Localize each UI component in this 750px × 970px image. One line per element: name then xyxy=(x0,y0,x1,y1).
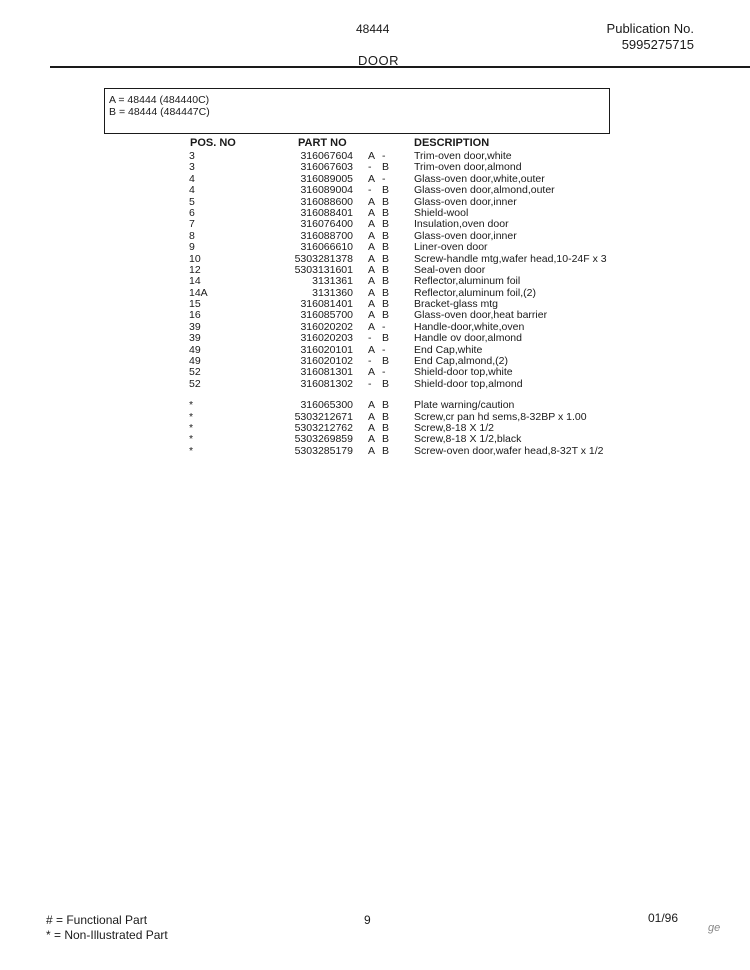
legend-row xyxy=(109,94,605,106)
model-a-cell: A xyxy=(368,150,376,162)
model-b-cell: B xyxy=(382,263,390,276)
table-row xyxy=(0,288,750,299)
part-number-cell: 316067603 xyxy=(300,161,353,174)
pos-cell: 6 xyxy=(189,206,195,219)
description-cell: Glass-oven door,inner xyxy=(414,229,517,242)
part-number-cell: 5303285179 xyxy=(294,444,353,457)
model-b-cell: - xyxy=(382,172,386,185)
model-b-cell: B xyxy=(382,399,390,412)
publication-block xyxy=(607,21,694,53)
pos-cell: 4 xyxy=(189,172,195,185)
model-b-cell: - xyxy=(382,366,386,379)
pos-cell: 39 xyxy=(189,332,201,345)
part-number-cell: 316081401 xyxy=(300,298,353,311)
model-a-cell: A xyxy=(368,343,376,356)
description-cell: Reflector,aluminum foil,(2) xyxy=(414,286,536,299)
model-a-cell: A xyxy=(368,410,376,423)
pos-cell: * xyxy=(189,433,194,446)
part-number-cell: 316020102 xyxy=(300,355,353,368)
model-b-cell: B xyxy=(382,218,390,231)
description-cell: Handle-door,white,oven xyxy=(414,320,525,333)
model-b-cell: B xyxy=(382,286,390,299)
table-row xyxy=(0,276,750,287)
handwritten-initials: ge xyxy=(708,922,721,934)
model-number: 48444 xyxy=(356,22,390,36)
model-a-cell: A xyxy=(368,309,376,322)
description-cell: Screw-handle mtg,wafer head,10-24F x 3 xyxy=(414,252,607,265)
model-b-cell: B xyxy=(382,377,390,390)
part-number-cell: 316020101 xyxy=(300,343,353,356)
model-b-cell: B xyxy=(382,195,390,208)
page-number: 9 xyxy=(364,913,371,927)
model-b-cell: B xyxy=(382,355,390,368)
description-cell: Screw-oven door,wafer head,8-32T x 1/2 xyxy=(414,444,604,457)
part-number-cell: 316081302 xyxy=(300,377,353,390)
pos-cell: 4 xyxy=(189,184,195,197)
table-row xyxy=(0,322,750,333)
description-cell: Shield-door top,almond xyxy=(414,377,523,390)
table-row xyxy=(0,333,750,344)
model-b-cell: B xyxy=(382,444,390,457)
model-a-cell: A xyxy=(368,421,376,434)
description-cell: Trim-oven door,white xyxy=(414,150,512,162)
model-b-cell: B xyxy=(382,421,390,434)
description-cell: Bracket-glass mtg xyxy=(414,298,499,311)
part-number-cell: 316089005 xyxy=(300,172,353,185)
pos-cell: 12 xyxy=(189,263,201,276)
description-cell: Reflector,aluminum foil xyxy=(414,275,521,288)
header-divider xyxy=(50,66,750,68)
legend-key: A xyxy=(109,94,116,106)
pos-cell: 52 xyxy=(189,366,201,379)
model-b-cell: - xyxy=(382,150,386,162)
pos-cell: 5 xyxy=(189,195,195,208)
pos-cell: 52 xyxy=(189,377,201,390)
pos-cell: 15 xyxy=(189,298,201,311)
legend-eq: = xyxy=(118,94,125,106)
model-a-cell: A xyxy=(368,286,376,299)
table-row xyxy=(0,345,750,356)
column-header-part: PART NO xyxy=(298,137,347,149)
table-row xyxy=(0,197,750,208)
description-cell: Handle ov door,almond xyxy=(414,332,522,345)
table-row xyxy=(0,208,750,219)
footer-legend xyxy=(46,913,168,943)
description-cell: Insulation,oven door xyxy=(414,218,509,231)
part-number-cell: 316081301 xyxy=(300,366,353,379)
functional-part-note: # = Functional Part xyxy=(46,913,148,927)
part-number-cell: 5303212671 xyxy=(294,410,353,423)
model-a-cell: A xyxy=(368,298,376,311)
pos-cell: 7 xyxy=(189,218,195,231)
pos-cell: 49 xyxy=(189,355,201,368)
column-header-pos: POS. NO xyxy=(190,137,236,149)
model-b-cell: B xyxy=(382,309,390,322)
model-a-cell: - xyxy=(368,332,372,345)
model-legend-box xyxy=(104,88,610,134)
part-number-cell: 316089004 xyxy=(300,184,353,197)
pos-cell: 39 xyxy=(189,320,201,333)
model-a-cell: A xyxy=(368,195,376,208)
description-cell: Glass-oven door,inner xyxy=(414,195,517,208)
pos-cell: 3 xyxy=(189,161,195,174)
table-row xyxy=(0,219,750,230)
part-number-cell: 316066610 xyxy=(300,241,353,254)
part-number-cell: 3131361 xyxy=(312,275,353,288)
model-b-cell: B xyxy=(382,252,390,265)
table-row xyxy=(0,265,750,276)
table-row xyxy=(0,231,750,242)
model-b-cell: B xyxy=(382,433,390,446)
model-a-cell: A xyxy=(368,206,376,219)
table-row xyxy=(0,174,750,185)
model-b-cell: B xyxy=(382,184,390,197)
part-number-cell: 316076400 xyxy=(300,218,353,231)
legend-eq: = xyxy=(118,106,126,118)
pos-cell: 9 xyxy=(189,241,195,254)
table-row xyxy=(0,412,750,423)
part-number-cell: 5303269859 xyxy=(294,433,353,446)
pos-cell: * xyxy=(189,444,194,457)
non-illustrated-part-note: * = Non-Illustrated Part xyxy=(46,928,168,942)
table-row xyxy=(0,185,750,196)
description-cell: Shield-door top,white xyxy=(414,366,513,379)
legend-text: 48444 (484447C) xyxy=(128,106,210,118)
description-cell: End Cap,almond,(2) xyxy=(414,355,508,368)
description-cell: Liner-oven door xyxy=(414,241,488,254)
table-row xyxy=(0,367,750,378)
legend-row xyxy=(109,106,605,118)
model-b-cell: - xyxy=(382,320,386,333)
model-a-cell: A xyxy=(368,444,376,457)
description-cell: Plate warning/caution xyxy=(414,399,515,412)
publication-number: 5995275715 xyxy=(621,37,694,52)
description-cell: Glass-oven door,almond,outer xyxy=(414,184,555,197)
model-a-cell: A xyxy=(368,252,376,265)
table-row xyxy=(0,434,750,445)
model-a-cell: A xyxy=(368,320,376,333)
pos-cell: 14A xyxy=(189,286,208,299)
model-a-cell: - xyxy=(368,161,372,174)
revision-date: 01/96 xyxy=(648,911,679,925)
legend-key: B xyxy=(109,106,117,118)
section-title: DOOR xyxy=(358,53,399,68)
part-number-cell: 5303281378 xyxy=(294,252,353,265)
pos-cell: 8 xyxy=(189,229,195,242)
part-number-cell: 316088401 xyxy=(300,206,353,219)
part-number-cell: 316088600 xyxy=(300,195,353,208)
table-row xyxy=(0,254,750,265)
pos-cell: * xyxy=(189,410,194,423)
model-a-cell: A xyxy=(368,263,376,276)
pos-cell: 10 xyxy=(189,252,201,265)
model-a-cell: A xyxy=(368,275,376,288)
model-a-cell: - xyxy=(368,355,372,368)
description-cell: Seal-oven door xyxy=(414,263,486,276)
description-cell: Glass-oven door,heat barrier xyxy=(414,309,548,322)
description-cell: Shield-wool xyxy=(414,206,469,219)
part-number-cell: 316020202 xyxy=(300,320,353,333)
part-number-cell: 316020203 xyxy=(300,332,353,345)
model-b-cell: B xyxy=(382,410,390,423)
part-number-cell: 5303131601 xyxy=(294,263,353,276)
table-row xyxy=(0,356,750,367)
model-b-cell: B xyxy=(382,332,390,345)
table-row xyxy=(0,400,750,411)
model-b-cell: B xyxy=(382,229,390,242)
table-row xyxy=(0,299,750,310)
table-row xyxy=(0,423,750,434)
description-cell: Screw,cr pan hd sems,8-32BP x 1.00 xyxy=(414,410,587,423)
description-cell: End Cap,white xyxy=(414,343,483,356)
part-number-cell: 316085700 xyxy=(300,309,353,322)
model-a-cell: A xyxy=(368,229,376,242)
part-number-cell: 316088700 xyxy=(300,229,353,242)
model-a-cell: A xyxy=(368,218,376,231)
description-cell: Trim-oven door,almond xyxy=(414,161,522,174)
model-a-cell: A xyxy=(368,366,376,379)
table-row xyxy=(0,446,750,457)
description-cell: Glass-oven door,white,outer xyxy=(414,172,545,185)
model-b-cell: B xyxy=(382,298,390,311)
legend-text: 48444 (484440C) xyxy=(127,94,210,106)
model-a-cell: - xyxy=(368,184,372,197)
table-row xyxy=(0,310,750,321)
model-a-cell: A xyxy=(368,241,376,254)
description-cell: Screw,8-18 X 1/2,black xyxy=(414,433,522,446)
pos-cell: * xyxy=(189,399,194,412)
table-row xyxy=(0,379,750,390)
part-number-cell: 5303212762 xyxy=(294,421,353,434)
model-a-cell: - xyxy=(368,377,372,390)
table-row xyxy=(0,151,750,162)
pos-cell: 14 xyxy=(189,275,201,288)
model-b-cell: B xyxy=(382,206,390,219)
model-b-cell: B xyxy=(382,241,390,254)
part-number-cell: 316067604 xyxy=(300,150,353,162)
pos-cell: 3 xyxy=(189,150,195,162)
table-row xyxy=(0,242,750,253)
table-row xyxy=(0,162,750,173)
column-header-description: DESCRIPTION xyxy=(414,137,490,149)
pos-cell: * xyxy=(189,421,194,434)
description-cell: Screw,8-18 X 1/2 xyxy=(414,421,494,434)
pos-cell: 49 xyxy=(189,343,201,356)
model-a-cell: A xyxy=(368,172,376,185)
part-number-cell: 3131360 xyxy=(312,286,353,299)
model-b-cell: B xyxy=(382,161,390,174)
model-a-cell: A xyxy=(368,399,376,412)
model-b-cell: - xyxy=(382,343,386,356)
part-number-cell: 316065300 xyxy=(300,399,353,412)
publication-label: Publication No. xyxy=(606,21,694,36)
pos-cell: 16 xyxy=(189,309,201,322)
parts-list xyxy=(0,151,750,457)
model-a-cell: A xyxy=(368,433,376,446)
model-b-cell: B xyxy=(382,275,390,288)
